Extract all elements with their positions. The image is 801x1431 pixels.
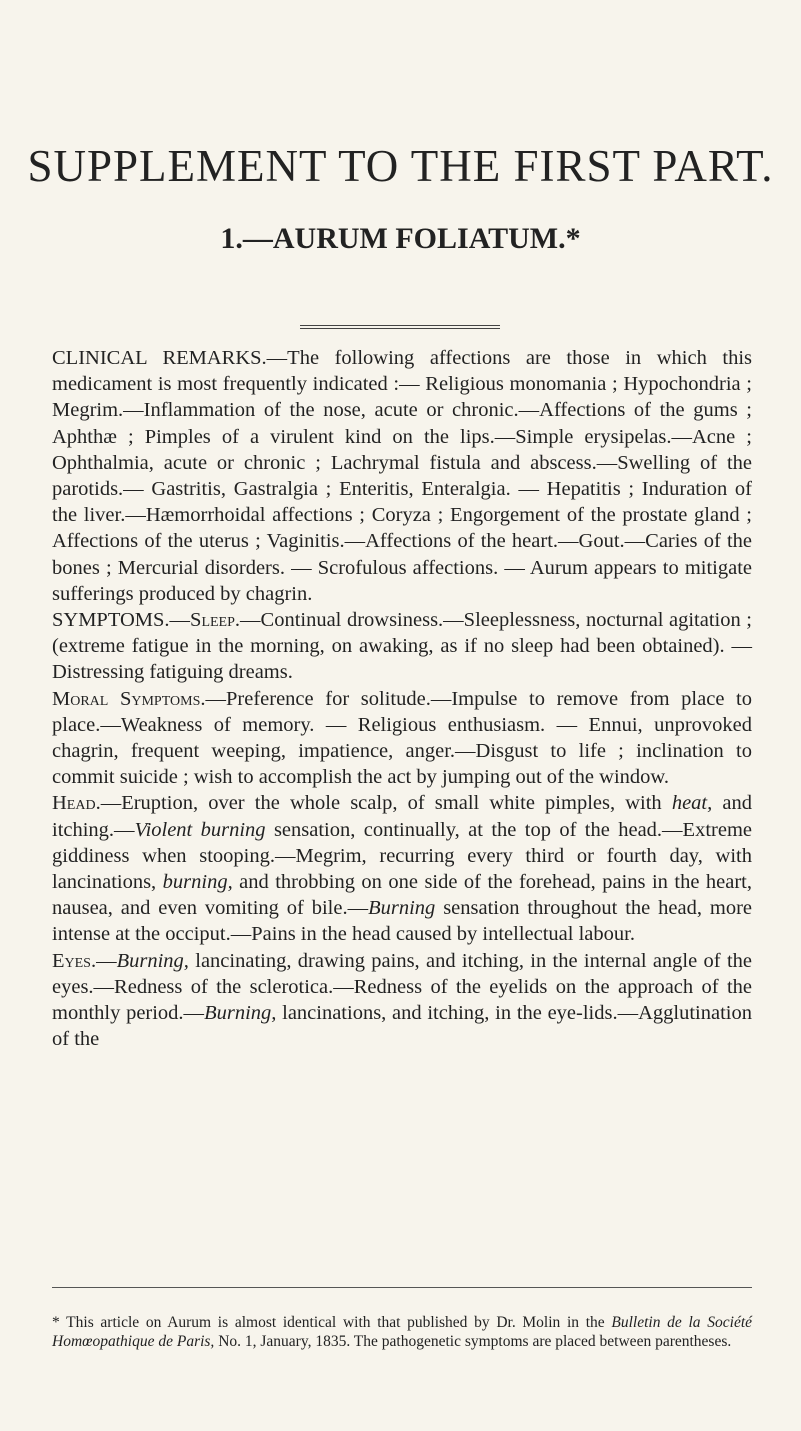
moral-symptoms-text: —Preference for solitude.—Impulse to remove from place to place.—Weakness of memory. — Religious enthusiasm. — Ennui, unprovoked chagrin, frequent weeping, impatience, anger.—Disgust to life ; inclination to commit suicide ; wish to accomplish the act by jumping out of the window.: [52, 687, 752, 789]
section-title: 1.—AURUM FOLIATUM.*: [220, 222, 581, 255]
eyes-italic-1: Burning,: [116, 949, 189, 972]
eyes-text-2: lancinating, drawing pains, and itching, in the internal angle of the eyes.—Redness of the sclerotica.—Redness of the eyelids on the approach of the monthly period.—: [52, 949, 752, 1025]
head-label: Head.: [52, 792, 101, 815]
head-text-2: and itching.—: [52, 792, 752, 841]
head-italic-3: burning,: [162, 871, 233, 894]
footnote-text-2: No. 1, January, 1835. The pathogenetic symptoms are placed between parentheses.: [214, 1333, 732, 1350]
footnote: [52, 1313, 752, 1351]
eyes-italic-2: Burning,: [204, 1002, 277, 1025]
symptoms-sleep-paragraph: [52, 607, 752, 686]
head-italic-1: heat,: [671, 792, 713, 815]
body-text: [52, 345, 752, 1052]
sleep-text: —Continual drowsiness.—Sleeplessness, nocturnal agitation ; (extreme fatigue in the morning, on awaking, as if no sleep had been obtained). — Distressing fatiguing dreams.: [52, 609, 752, 684]
title-divider: [300, 325, 500, 329]
clinical-remarks-paragraph: [52, 345, 752, 607]
page-title: SUPPLEMENT TO THE FIRST PART.: [27, 141, 774, 191]
symptoms-label: SYMPTOMS.: [52, 609, 170, 632]
clinical-remarks-label: CLINICAL REMARKS.: [52, 347, 267, 369]
head-text-1: —Eruption, over the whole scalp, of small white pimples, with: [100, 792, 672, 815]
head-text-4: and throbbing on one side of the forehead, pains in the heart, nausea, and even vomiting of bile.—: [52, 871, 752, 920]
clinical-remarks-text: —The following affections are those in which this medicament is most frequently indicated :— Religious monomania ; Hypochondria ; Megrim.—Inflammation of the nose, acute or chronic.—Affections of the gums ; Aphthæ ; Pimples of a virulent kind on the lips.—Simple erysipelas.—Acne ; Ophthalmia, acute or chronic ; Lachrymal fistula and abscess.—Swelling of the parotids.— Gastritis, Gastralgia ; Enteritis, Enteralgia. — Hepatitis ; Induration of the liver.—Hæmorrhoidal affections ; Coryza ; Engorgement of the prostate gland ; Affections of the uterus ; Vaginitis.—Affections of the heart.—Gout.—Caries of the bones ; Mercurial disorders. — Scrofulous affections. — Aurum appears to mitigate sufferings produced by chagrin.: [52, 347, 752, 605]
head-text-3: sensation, continually, at the top of the head.—Extreme giddiness when stooping.—Megrim, recurring every third or fourth day, with lancinations,: [52, 818, 752, 894]
sleep-label: —Sleep.: [169, 609, 241, 632]
head-italic-4: Burning: [368, 897, 436, 920]
eyes-text-3: lancinations, and itching, in the eye-lids.—Agglutination of the: [52, 1002, 752, 1051]
footnote-divider: [52, 1287, 752, 1288]
moral-symptoms-paragraph: [52, 686, 752, 791]
eyes-paragraph: [52, 948, 752, 1053]
head-italic-2: Violent burning: [134, 818, 266, 841]
eyes-text-1: —: [96, 949, 117, 972]
head-paragraph: [52, 790, 752, 947]
footnote-text-1: * This article on Aurum is almost identical with that published by Dr. Molin in the: [52, 1314, 612, 1331]
moral-symptoms-label: Moral Symptoms.: [52, 687, 206, 710]
eyes-label: Eyes.: [52, 949, 97, 972]
footnote-journal-title: Bulletin de la Société Homœopathique de Paris,: [52, 1314, 753, 1350]
head-text-5: sensation throughout the head, more intense at the occiput.—Pains in the head caused by intellectual labour.: [52, 897, 752, 946]
